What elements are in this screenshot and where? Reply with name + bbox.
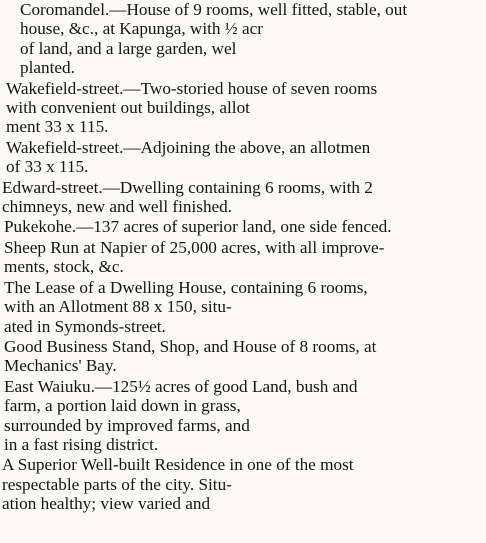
listing-line: Wakefield-street.—Two-storied house of seven rooms [6, 78, 378, 98]
listing-line: A Superior Well-built Residence in one of the most [2, 455, 354, 475]
listing-superior-residence [2, 455, 486, 513]
listing-line: respectable parts of the city. Situ- [2, 474, 232, 494]
listing-line: farm, a portion laid down in grass, [4, 396, 241, 416]
listing-line: Pukekohe.—137 acres of superior land, one side fenced. [4, 217, 392, 237]
listing-sheep-run-napier [4, 238, 486, 277]
listing-line: Wakefield-street.—Adjoining the above, an allotmen [6, 137, 371, 157]
listing-line: of 33 x 115. [6, 157, 89, 177]
listing-line: The Lease of a Dwelling House, containing 6 rooms, [4, 277, 368, 297]
listing-line: Edward-street.—Dwelling containing 6 rooms, with 2 [2, 177, 373, 197]
listing-line: house, &c., at Kapunga, with ½ acr [20, 19, 263, 39]
listing-line: chimneys, new and well finished. [2, 197, 233, 217]
listing-line: ments, stock, &c. [4, 257, 124, 277]
listing-line: with an Allotment 88 x 150, situ- [4, 297, 232, 317]
listing-wakefield-street-house [6, 79, 486, 137]
listing-business-stand [4, 337, 486, 376]
listing-line: ation healthy; view varied and [2, 494, 211, 514]
listing-line: of land, and a large garden, wel [20, 38, 237, 58]
listing-coromandel [20, 0, 486, 78]
listing-dwelling-lease [4, 278, 486, 336]
listing-edward-street [2, 178, 486, 217]
listing-line: ment 33 x 115. [6, 117, 109, 137]
listing-line: with convenient out buildings, allot [6, 98, 250, 118]
listing-line: ated in Symonds-street. [4, 316, 166, 336]
listing-line: in a fast rising district. [4, 434, 159, 454]
listing-east-waiuku [4, 377, 486, 455]
listing-line: Coromandel.—House of 9 rooms, well fitted, stable, out [20, 0, 408, 19]
listing-wakefield-street-allotment [6, 138, 486, 177]
listing-line: Good Business Stand, Shop, and House of 8 rooms, at [4, 336, 377, 356]
listing-line: planted. [20, 58, 75, 78]
listing-line: East Waiuku.—125½ acres of good Land, bush and [4, 376, 358, 396]
listing-line: Sheep Run at Napier of 25,000 acres, with all improve- [4, 237, 385, 257]
listing-line: Mechanics' Bay. [4, 356, 117, 376]
listing-pukekohe [4, 217, 486, 236]
listing-line: surrounded by improved farms, and [4, 415, 250, 435]
